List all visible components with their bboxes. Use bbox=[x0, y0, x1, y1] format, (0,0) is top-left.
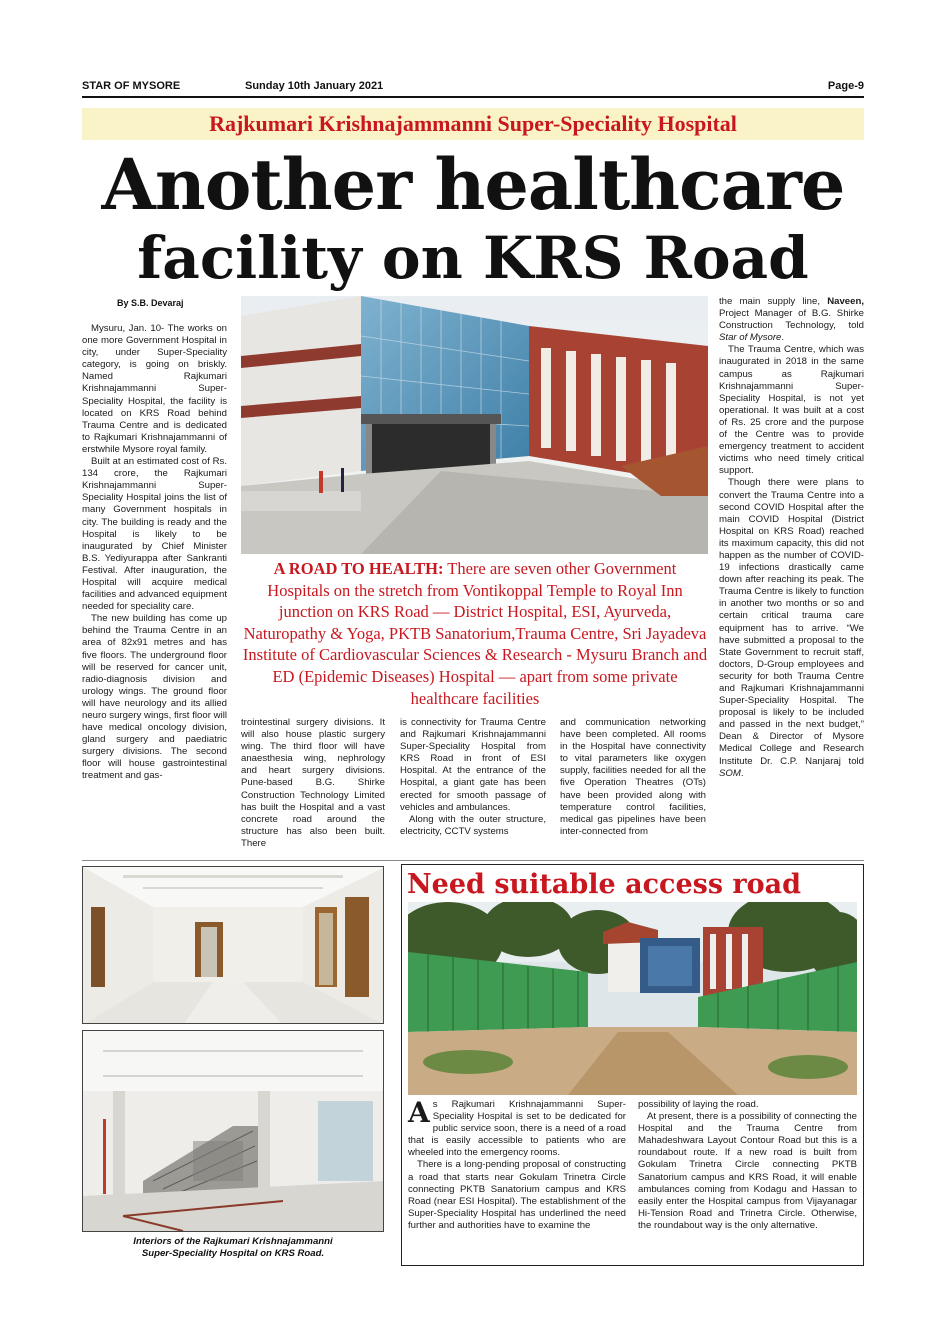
article-column-4 bbox=[560, 717, 706, 838]
caption-lead: A ROAD TO HEALTH: bbox=[273, 559, 444, 578]
access-road-photo bbox=[408, 902, 857, 1095]
text-run: Though there were plans to convert the Trauma Centre into a second COVID Hospital after the main COVID Hospital (District Hospital on KRS Road) reached its maximum capacity, this did not happen as the number of COVID-19 infections drastically came down after reaching its peak. The Trauma Centre is likely to function in another two months or so and certain critical trauma care equipment has to arrive. “We have submitted a proposal to the State Government to recruit staff, doctors, D-Group employees and security for both Trauma Centre and Rajkumari Krishnajammanni Super-Speciality Hospital. The proposal is likely to be included and passed in the next budget,” Dean & Director of Mysore Medical College and Research Institute Dr. C.P. Nanjaraj told bbox=[719, 477, 864, 767]
paragraph: The Trauma Centre, which was inaugurated in 2018 in the same campus as Rajkumari Krishnajammanni Super-Speciality Hospital, is not yet operational. It was built at a cost of Rs. 25 crore and the purpose of the Centre was to provide emergency treatment to accident victims who need timely critical support. bbox=[719, 344, 864, 477]
drop-cap: A bbox=[408, 1096, 430, 1129]
article-column-5 bbox=[719, 296, 864, 780]
section-divider bbox=[82, 860, 864, 861]
sidebar-column-2 bbox=[638, 1099, 857, 1232]
kicker-text: Rajkumari Krishnajammanni Super-Speciality Hospital bbox=[209, 111, 737, 136]
paper-name: STAR OF MYSORE bbox=[82, 80, 181, 92]
text-run: s Rajkumari Krishnajammanni Super-Speciality Hospital is set to be dedicated for public service soon, there is a need of a road that is easily accessible to patients who are wheeled into the emergency rooms. bbox=[408, 1099, 626, 1159]
paragraph: Along with the outer structure, electricity, CCTV systems bbox=[400, 813, 546, 837]
byline: By S.B. Devaraj bbox=[117, 298, 184, 308]
paragraph: At present, there is a possibility of connecting the Hospital and the Trauma Centre from Mahadeshwara Layout Contour Road but this is a roundabout route. If a new road is built from Gokulam Trinetra Circle connecting PKTB Sanatorium campus and KRS Road, it will enable ambulances coming from Kodagu and Hassan to easily enter the Hospital campus from Vijayanagar Hi-Tension Road and Trinetra Circle. Otherwise, the roundabout way is the only alternative. bbox=[638, 1111, 857, 1231]
paragraph: and communication networking have been completed. All rooms in the Hospital have connectivity to vital parameters like oxygen supply, facilities needed for all the five Operation Theatres (OTs) have been provided along with temperature control facilities, medical gas pipelines have been inter-connected from bbox=[560, 717, 706, 837]
paragraph: trointestinal surgery divisions. It will also house plastic surgery wing. The third floor will have anaesthesia wing, nephrology and heart surgery divisions. Pune-based B.G. Shirke Construction Technology Limited has built the Hospital and a vast concrete road around the structure has also been built. There bbox=[241, 717, 385, 849]
paragraph: is connectivity for Trauma Centre and Rajkumari Krishnajammanni Super-Speciality Hospital from KRS Road in front of ESI Hospital. At the entrance of the Hospital, a giant gate has been erected for smooth passage of vehicles and ambulances. bbox=[400, 717, 546, 813]
sidebar-title: Need suitable access road bbox=[407, 869, 802, 900]
kicker-bar bbox=[82, 108, 864, 140]
caption-line: Interiors of the Rajkumari Krishnajammanni bbox=[133, 1236, 333, 1247]
paragraph bbox=[719, 477, 864, 779]
caption-line: Super-Speciality Hospital on KRS Road. bbox=[141, 1248, 325, 1259]
publication-name: SOM bbox=[719, 767, 741, 779]
article-column-2 bbox=[241, 717, 385, 850]
paragraph: Mysuru, Jan. 10- The works on one more Government Hospital in city, under Super-Speciality category, is going on briskly. Named Rajkumari Krishnajammanni Super-Speciality Hospital, the facility is located on KRS Road behind Trauma Centre and is dedicated to Rajkumari Krishnajammanni of erstwhile Mysore royal family. bbox=[82, 323, 227, 455]
publication-name: Star of Mysore bbox=[719, 332, 782, 344]
issue-date: Sunday 10th January 2021 bbox=[245, 80, 384, 92]
text-run: . bbox=[781, 332, 785, 344]
page-number: Page-9 bbox=[827, 80, 864, 92]
interior-corridor-photo bbox=[82, 866, 384, 1024]
masthead bbox=[82, 80, 864, 96]
hospital-building-photo bbox=[241, 296, 708, 554]
paragraph: possibility of laying the road. bbox=[638, 1099, 759, 1110]
masthead-rule bbox=[82, 96, 864, 98]
text-run: . bbox=[740, 767, 744, 779]
article-column-3 bbox=[400, 717, 546, 838]
paragraph bbox=[719, 296, 864, 344]
sidebar-column-1 bbox=[408, 1096, 626, 1232]
interior-lobby-photo bbox=[82, 1030, 384, 1232]
main-photo-caption bbox=[241, 558, 709, 709]
headline-line-2: facility on KRS Road bbox=[137, 224, 809, 292]
headline-line-1: Another healthcare bbox=[101, 143, 845, 226]
text-run: Project Manager of B.G. Shirke Construction Technology, told bbox=[719, 308, 864, 332]
paragraph bbox=[408, 1096, 626, 1159]
caption-body: There are seven other Government Hospitals on the stretch from Vontikoppal Temple to Royal Inn junction on KRS Road — District Hospital, ESI, Ayurveda, Naturopathy & Yoga, PKTB Sanatorium,Trauma Centre, Sri Jayadeva Institute of Cardiovascular Sciences & Research - Mysuru Branch and ED (Epidemic Diseases) Hospital — apart from some private healthcare facilities bbox=[242, 559, 708, 708]
text-run: the main supply line, bbox=[719, 296, 828, 307]
article-column-1 bbox=[82, 323, 227, 783]
person-name: Naveen, bbox=[827, 296, 864, 307]
interiors-caption bbox=[82, 1236, 384, 1260]
paragraph: The new building has come up behind the Trauma Centre in an area of 82x91 metres and has five floors. The underground floor will be reserved for cancer unit, radio-diagnosis division and urology wings. The ground floor will have neurology and its allied neuro surgery wings, first floor will have medical oncology division, gland surgery and paediatric surgery divisions. The second floor will house gastrointestinal treatment and gas- bbox=[82, 613, 227, 782]
paragraph: Built at an estimated cost of Rs. 134 crore, the Rajkumari Krishnajammanni Super-Speciality Hospital joins the list of many Government hospitals in city. The building is ready and the Hospital is likely to be inaugurated by Chief Minister B.S. Yediyurappa after Sankranti Festival. After inauguration, the Hospital will acquire medical facilities and advanced equipment needed for speciality care. bbox=[82, 456, 227, 613]
paragraph: There is a long-pending proposal of constructing a road that starts near Gokulam Trinetra Circle connecting PKTB Sanatorium campus and KRS Road (near ESI Hospital). The establishment of the Super-Speciality Hospital has underlined the need further and authorities have to examine the bbox=[408, 1159, 626, 1231]
